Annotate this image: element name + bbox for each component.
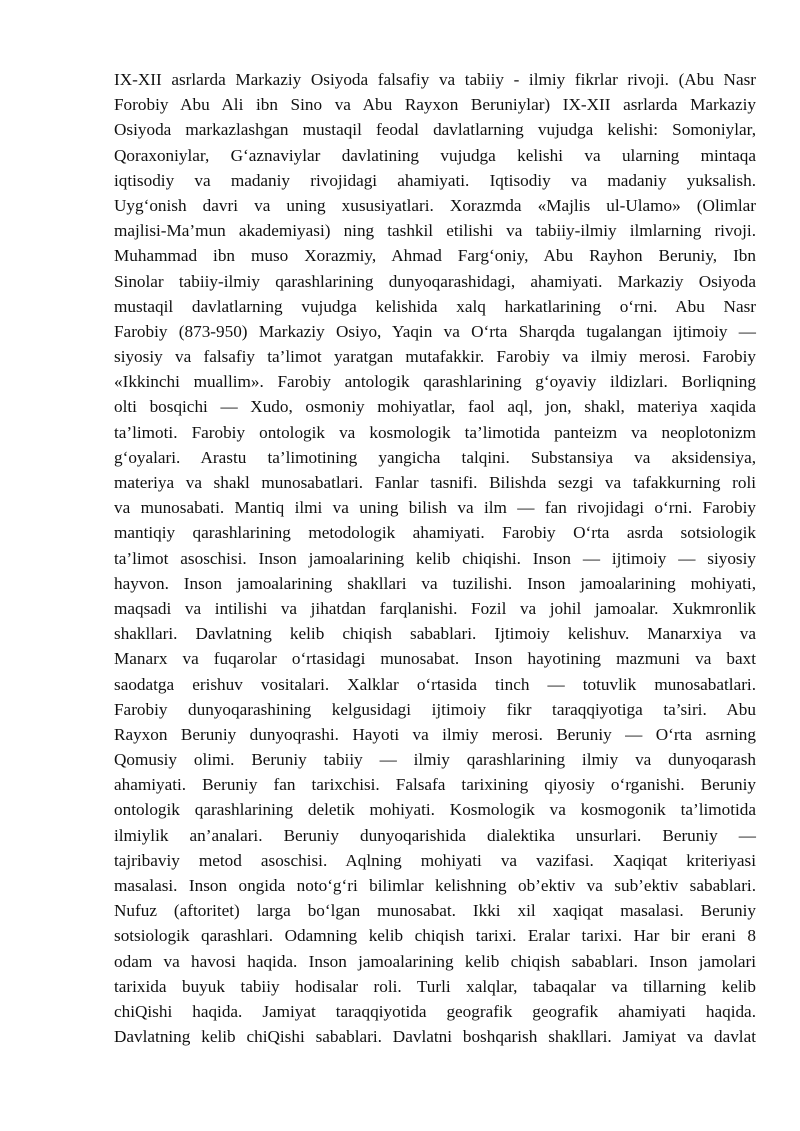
text-line: Sinolar tabiiy-ilmiy qarashlarining dunyoqarashidagi, ahamiyati. Markaziy Osiyoda	[114, 271, 756, 291]
text-line: odam va havosi haqida. Inson jamoalarining kelib chiqish sabablari. Inson jamolari	[114, 951, 756, 971]
text-line: IX-XII asrlarda Markaziy Osiyoda falsafiy va tabiiy - ilmiy fikrlar rivoji. (Abu Nasr	[114, 70, 756, 89]
text-line: ontologik qarashlarining deletik mohiyati. Kosmologik va kosmogonik ta’limotida	[114, 800, 756, 820]
text-line: saodatga erishuv vositalari. Xalklar o‘rtasida tinch — totuvlik munosabatlari.	[114, 674, 756, 694]
text-line: majlisi-Ma’mun akademiyasi) ning tashkil etilishi va tabiiy-ilmiy ilmlarning rivoji.	[114, 221, 756, 241]
text-line: chiQishi haqida. Jamiyat taraqqiyotida geografik geografik ahamiyati haqida.	[114, 1001, 756, 1021]
text-line: Osiyoda markazlashgan mustaqil feodal davlatlarning vujudga kelishi: Somoniylar,	[114, 120, 756, 140]
text-line: Farobiy dunyoqarashining kelgusidagi ijtimoiy fikr taraqqiyotiga ta’siri. Abu	[114, 699, 756, 719]
text-line: ahamiyati. Beruniy fan tarixchisi. Falsafa tarixining qiyosiy o‘rganishi. Beruniy	[114, 775, 756, 795]
text-line: maqsadi va intilishi va jihatdan farqlanishi. Fozil va johil jamoalar. Xukmronlik	[114, 598, 756, 618]
text-line: olti bosqichi — Xudo, osmoniy mohiyatlar, faol aql, jon, shakl, materiya xaqida	[114, 397, 756, 417]
text-line: iqtisodiy va madaniy rivojidagi ahamiyati. Iqtisodiy va madaniy yuksalish.	[114, 170, 756, 190]
text-line: materiya va shakl munosabatlari. Fanlar tasnifi. Bilishda sezgi va tafakkurning roli	[114, 473, 756, 492]
text-line: Uyg‘onish davri va uning xususiyatlari. Xorazmda «Majlis ul-Ulamo» (Olimlar	[114, 195, 756, 215]
text-line: mantiqiy qarashlarining metodologik ahamiyati. Farobiy O‘rta asrda sotsiologik	[114, 523, 756, 543]
text-line: «Ikkinchi muallim». Farobiy antologik qarashlarining g‘oyaviy ildizlari. Borliqning	[114, 372, 756, 392]
text-line: shakllari. Davlatning kelib chiqish sabablari. Ijtimoiy kelishuv. Manarxiya va	[114, 624, 756, 644]
text-line: hayvon. Inson jamoalarining shakllari va tuzilishi. Inson jamoalarining mohiyati,	[114, 573, 756, 593]
text-line: Nufuz (aftoritet) larga bo‘lgan munosabat. Ikki xil xaqiqat masalasi. Beruniy	[114, 901, 756, 921]
text-line: ta’limot asoschisi. Inson jamoalarining kelib chiqishi. Inson — ijtimoiy — siyosiy	[114, 548, 756, 568]
text-line: ilmiylik an’analari. Beruniy dunyoqarishida dialektika unsurlari. Beruniy —	[114, 825, 756, 845]
text-line: Forobiy Abu Ali ibn Sino va Abu Rayxon Beruniylar) IX-XII asrlarda Markaziy	[114, 95, 756, 115]
text-line: mustaqil davlatlarning vujudga kelishida xalq harkatlarining o‘rni. Abu Nasr	[114, 296, 756, 316]
text-line: Davlatning kelib chiQishi sabablari. Davlatni boshqarish shakllari. Jamiyat va davlat	[114, 1027, 756, 1047]
text-line: Qomusiy olimi. Beruniy tabiiy — ilmiy qarashlarining ilmiy va dunyoqarash	[114, 750, 756, 770]
text-line: tajribaviy metod asoschisi. Aqlning mohiyati va vazifasi. Xaqiqat kriteriyasi	[114, 850, 756, 870]
text-line: Manarx va fuqarolar o‘rtasidagi munosabat. Inson hayotining mazmuni va baxt	[114, 649, 756, 669]
body-text	[114, 67, 756, 1049]
text-line: Muhammad ibn muso Xorazmiy, Ahmad Farg‘oniy, Abu Rayhon Beruniy, Ibn	[114, 246, 756, 266]
text-line: g‘oyalari. Arastu ta’limotining yangicha talqini. Substansiya va aksidensiya,	[114, 447, 756, 467]
text-line: siyosiy va falsafiy ta’limot yaratgan mutafakkir. Farobiy va ilmiy merosi. Farobiy	[114, 347, 756, 367]
text-line: masalasi. Inson ongida noto‘g‘ri bilimlar kelishning ob’ektiv va sub’ektiv sabablari.	[114, 876, 756, 895]
text-line: Qoraxoniylar, G‘aznaviylar davlatining vujudga kelishi va ularning mintaqa	[114, 145, 756, 165]
text-line: Rayxon Beruniy dunyoqrashi. Hayoti va ilmiy merosi. Beruniy — O‘rta asrning	[114, 724, 756, 744]
text-line: va munosabati. Mantiq ilmi va uning bilish va ilm — fan rivojidagi o‘rni. Farobiy	[114, 498, 756, 518]
text-line: ta’limoti. Farobiy ontologik va kosmologik ta’limotida panteizm va neoplotonizm	[114, 422, 756, 442]
text-line: sotsiologik qarashlari. Odamning kelib chiqish tarixi. Eralar tarixi. Har bir erani 8	[114, 926, 756, 946]
text-line: tarixida buyuk tabiiy hodisalar roli. Turli xalqlar, tabaqalar va tillarning kelib	[114, 976, 756, 996]
text-line: Farobiy (873-950) Markaziy Osiyo, Yaqin va O‘rta Sharqda tugalangan ijtimoiy —	[114, 321, 756, 341]
